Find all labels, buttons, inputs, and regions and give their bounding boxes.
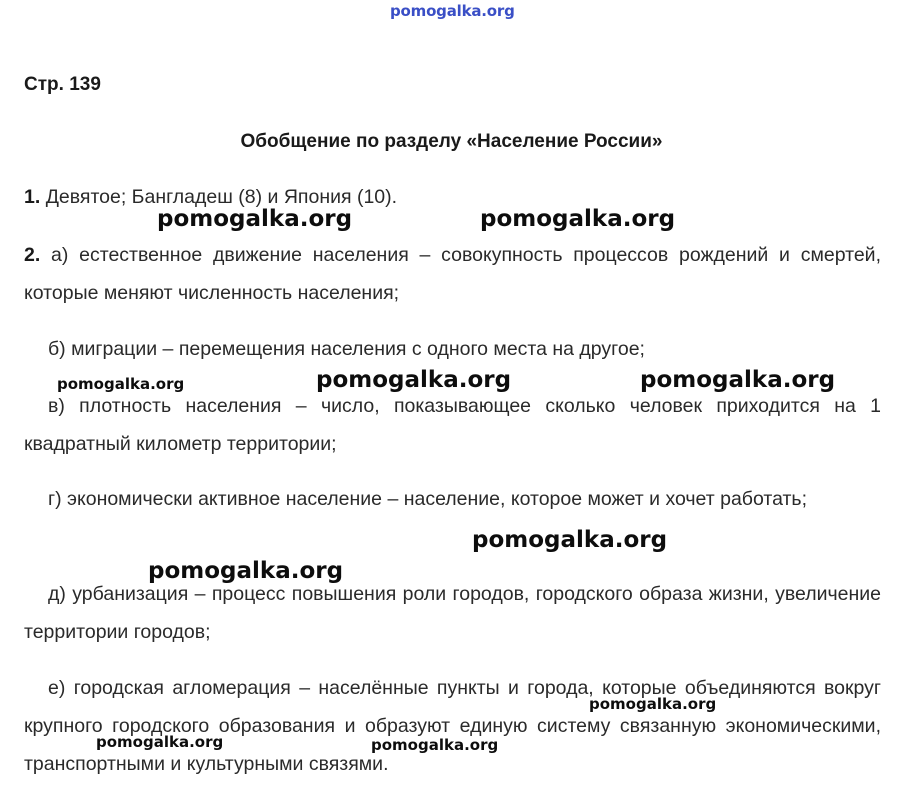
answer-2f-text: е) городская агломерация – населённые пункты и города, которые объединяются вокруг крупного городского образования и образуют единую систему связанную экономическими, транспортными и культурными связями. — [24, 677, 881, 775]
answer-1-number: 1. — [24, 186, 41, 208]
answer-2d — [24, 480, 881, 518]
answer-2c — [24, 387, 881, 463]
page-number-label: Стр. 13 — [24, 74, 91, 95]
answer-2c-text: в) плотность населения – число, показывающее сколько человек приходится на 1 квадратный километр территории; — [24, 395, 881, 455]
watermark: pomogalka.org — [57, 375, 185, 393]
answer-1-text: Девятое; Бангладеш (8) и Япония (10). — [45, 186, 398, 208]
answer-2f — [24, 669, 881, 783]
watermark: pomogalka.org — [640, 367, 836, 393]
answer-2a-text: а) естественное движение населения – совокупность процессов рождений и смертей, которые меняют численность населения; — [24, 244, 881, 304]
watermark: pomogalka.org — [589, 695, 717, 713]
answer-1 — [24, 178, 881, 216]
page-number — [24, 74, 106, 96]
answer-2d-text: г) экономически активное население – население, которое может и хочет работать; — [48, 488, 808, 510]
watermark: pomogalka.org — [96, 733, 224, 751]
answer-2-number: 2. — [24, 244, 41, 266]
page-number-tail: 9 — [90, 74, 101, 95]
site-watermark-top: pomogalka.org — [390, 2, 515, 20]
answer-2b — [24, 330, 881, 368]
watermark: pomogalka.org — [148, 558, 344, 584]
watermark: pomogalka.org — [157, 206, 353, 232]
answer-2e-text: д) урбанизация – процесс повышения роли городов, городского образа жизни, увеличение территории городов; — [24, 583, 881, 643]
watermark: pomogalka.org — [480, 206, 676, 232]
watermark: pomogalka.org — [316, 367, 512, 393]
answer-2b-text: б) миграции – перемещения населения с одного места на другое; — [48, 338, 645, 360]
answer-2e — [24, 575, 881, 651]
answer-2a — [24, 236, 881, 312]
section-title: Обобщение по разделу «Население России» — [240, 131, 663, 152]
watermark: pomogalka.org — [472, 527, 668, 553]
watermark: pomogalka.org — [371, 736, 499, 754]
